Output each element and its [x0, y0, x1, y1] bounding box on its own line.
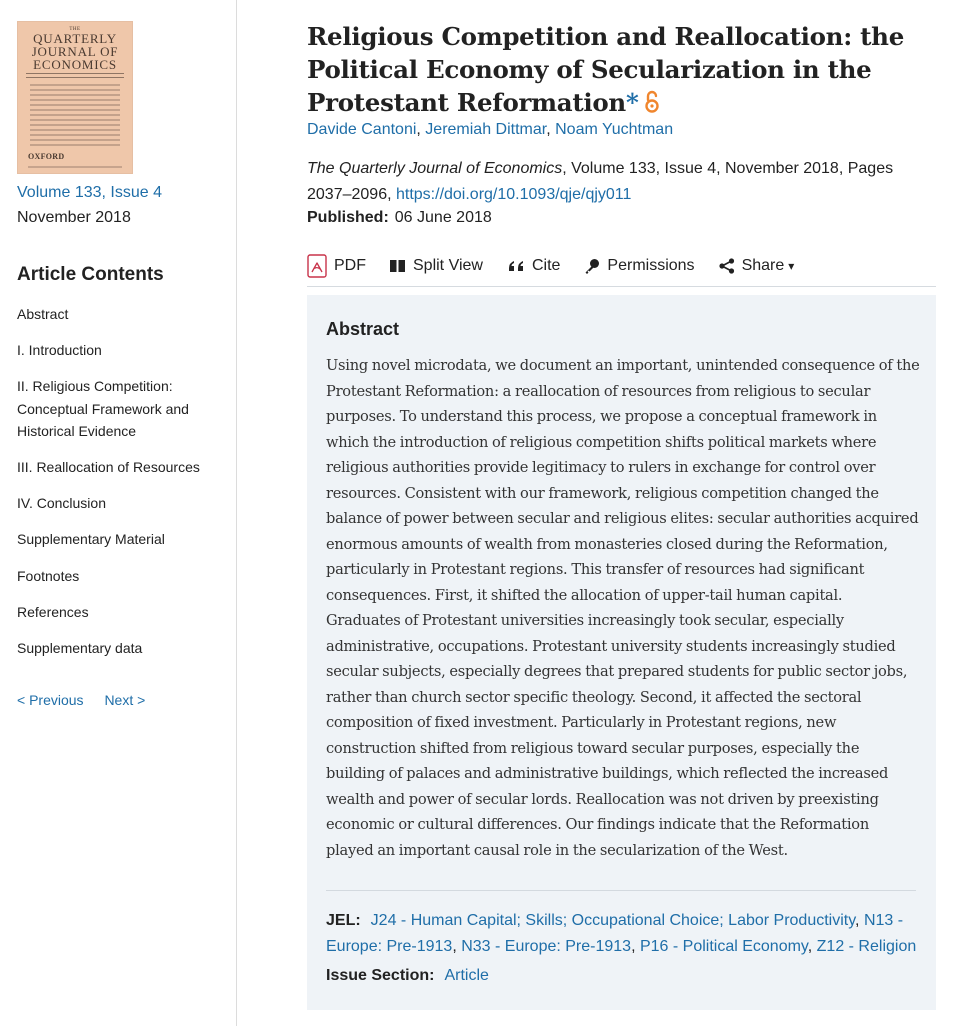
jel-code-link[interactable]: N13 - Europe: Pre-1913: [326, 912, 904, 955]
cover-rule: [26, 73, 124, 78]
split-view-label: Split View: [413, 257, 483, 274]
author-list: [307, 121, 673, 139]
jel-code-link[interactable]: Z12 - Religion: [816, 938, 917, 955]
abstract-heading: Abstract: [326, 319, 400, 339]
cite-label: Cite: [531, 257, 561, 274]
toc-item-religious-competition[interactable]: II. Religious Competition: Conceptual Framework and Historical Evidence: [17, 378, 189, 440]
cover-title-line-1: QUARTERLY: [33, 31, 117, 46]
citation-info: [307, 156, 927, 207]
issue-date: November 2018: [17, 209, 131, 226]
toc-item-abstract[interactable]: Abstract: [17, 306, 69, 322]
article-pager: [17, 692, 162, 708]
open-access-icon: [644, 89, 660, 122]
jel-separator: ,: [807, 938, 817, 955]
pdf-label: PDF: [334, 257, 366, 274]
jel-code-link[interactable]: P16 - Political Economy: [639, 938, 808, 955]
toc-item-introduction[interactable]: I. Introduction: [17, 342, 102, 359]
share-icon: [719, 258, 735, 274]
abstract-section: [307, 295, 936, 1010]
toc-item-supplementary-material[interactable]: Supplementary Material: [17, 531, 165, 548]
author-link[interactable]: Jeremiah Dittmar: [425, 121, 547, 138]
citation-details: , Volume 133, Issue 4, November 2018, Pages 2037–2096,: [307, 160, 894, 203]
article-contents-heading: Article Contents: [17, 264, 164, 285]
published-info: [307, 209, 492, 227]
share-dropdown[interactable]: [719, 252, 795, 280]
key-icon: [584, 258, 600, 274]
quote-icon: [507, 259, 525, 273]
split-view-button[interactable]: [390, 252, 483, 280]
cover-title-line-3: ECONOMICS: [33, 57, 117, 72]
cover-title-line-2: JOURNAL OF: [31, 44, 119, 59]
jel-code-link[interactable]: J24 - Human Capital; Skills; Occupational Choice; Labor Productivity: [370, 912, 856, 929]
jel-label: JEL:: [326, 912, 361, 929]
abstract-text: Using novel microdata, we document an important, unintended consequence of the Protestant Reformation: a reallocation of resources from religious to secular purposes. To understand this process, we propose a conceptual framework in which the introduction of religious competition shifts political markets where religious authorities provide legitimacy to rulers in exchange for control over resources. Consistent with our framework, religious competition changed the balance of power between secular and religious elites: secular authorities acquired enormous amounts of wealth from monasteries closed during the Reformation, particularly in Protestant regions. This transfer of resources had significant consequences. First, it shifted the allocation of upper-tail human capital. Graduates of Protestant universities increasingly took secular, especially administrative, occupations. Protestant university students increasingly studied secular subjects, especially degrees that prepared students for public sector jobs, rather than church sector specific theology. Second, it affected the sectoral composition of fixed investment. Particularly in Protestant regions, new construction shifted from religious toward secular purposes, especially the building of palaces and administrative buildings, which reflected the increased wealth and power of secular lords. Reallocation was not driven by preexisting economic or cultural differences. Our findings indicate that the Reformation played an important causal role in the secularization of the West.: [326, 357, 920, 859]
issue-section-link[interactable]: Article: [444, 967, 489, 984]
article-title: [307, 20, 927, 122]
jel-separator: ,: [631, 938, 640, 955]
article-toolbar: [307, 252, 936, 287]
cite-button[interactable]: [507, 252, 560, 280]
doi-link[interactable]: https://doi.org/10.1093/qje/qjy011: [395, 185, 632, 203]
sidebar: [0, 0, 237, 1026]
toc-item-conclusion[interactable]: IV. Conclusion: [17, 495, 106, 512]
split-view-icon: [390, 259, 406, 273]
pdf-icon: [307, 254, 327, 278]
author-link[interactable]: Noam Yuchtman: [555, 121, 674, 138]
toc-item-references[interactable]: References: [17, 603, 89, 620]
jel-code-link[interactable]: N33 - Europe: Pre-1913: [461, 938, 632, 955]
share-label: Share: [741, 257, 785, 274]
volume-issue-link[interactable]: Volume 133, Issue 4: [17, 184, 162, 201]
author-separator: ,: [546, 121, 556, 138]
published-label: Published:: [307, 209, 389, 226]
journal-name: The Quarterly Journal of Economics: [307, 160, 563, 177]
author-link[interactable]: Davide Cantoni: [307, 121, 417, 138]
jel-codes: [326, 908, 920, 960]
permissions-button[interactable]: [584, 252, 694, 280]
jel-separator: ,: [855, 912, 864, 929]
cover-footer-line: [28, 166, 122, 168]
journal-cover-image[interactable]: [17, 21, 133, 174]
chevron-down-icon: ▾: [788, 259, 795, 273]
cover-contents-lines: [30, 84, 120, 146]
toc-item-reallocation[interactable]: III. Reallocation of Resources: [17, 459, 200, 476]
jel-separator: ,: [452, 938, 462, 955]
next-article-link[interactable]: Next >: [104, 692, 146, 708]
issue-section: [326, 967, 489, 985]
cover-the: THE: [69, 27, 81, 32]
toc-item-footnotes[interactable]: Footnotes: [17, 567, 80, 584]
abstract-divider: [326, 890, 916, 891]
pdf-button[interactable]: [307, 252, 366, 280]
article-contents-list: [17, 303, 217, 673]
author-separator: ,: [416, 121, 426, 138]
previous-article-link[interactable]: < Previous: [17, 692, 84, 708]
title-footnote-marker[interactable]: *: [625, 88, 639, 117]
cover-publisher: OXFORD: [28, 152, 65, 161]
toc-item-supplementary-data[interactable]: Supplementary data: [17, 639, 143, 656]
permissions-label: Permissions: [607, 257, 695, 274]
published-date: 06 June 2018: [394, 209, 492, 226]
article-title-text: Religious Competition and Reallocation: the Political Economy of Secularization in the Protestant Reformation: [307, 22, 904, 117]
issue-section-label: Issue Section:: [326, 967, 435, 984]
